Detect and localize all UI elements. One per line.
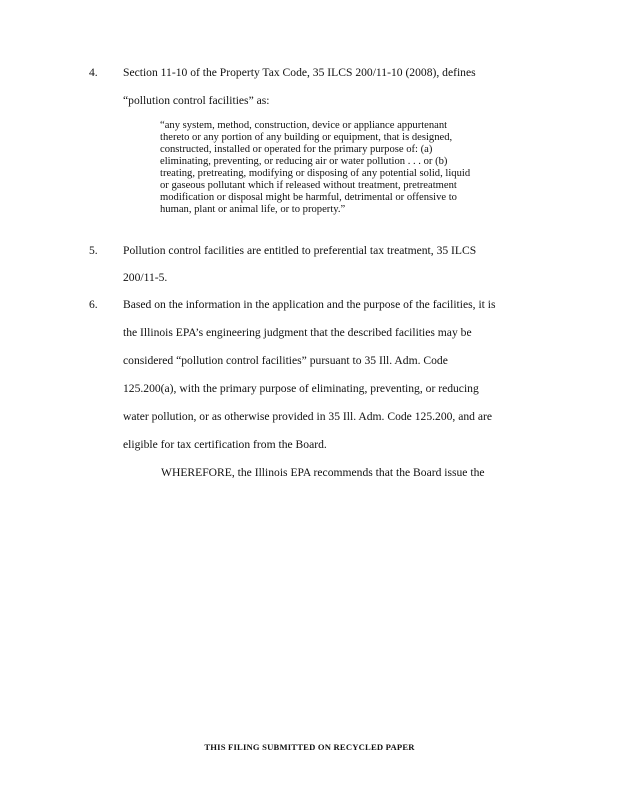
paragraph-6-line-5: water pollution, or as otherwise provided in 35 Ill. Adm. Code 125.200, and are bbox=[123, 410, 492, 423]
paragraph-6-line-3: considered “pollution control facilities” pursuant to 35 Ill. Adm. Code bbox=[123, 354, 448, 367]
quote-line-1: “any system, method, construction, device or appliance appurtenant bbox=[160, 120, 448, 131]
wherefore-clause: WHEREFORE, the Illinois EPA recommends that the Board issue the bbox=[161, 466, 485, 479]
paragraph-6-line-2: the Illinois EPA’s engineering judgment that the described facilities may be bbox=[123, 326, 472, 339]
quote-line-4: eliminating, preventing, or reducing air or water pollution . . . or (b) bbox=[160, 156, 448, 167]
paragraph-5-line-1: Pollution control facilities are entitled to preferential tax treatment, 35 ILCS bbox=[123, 244, 477, 257]
paragraph-6-number: 6. bbox=[89, 298, 98, 311]
paragraph-6-line-4: 125.200(a), with the primary purpose of eliminating, preventing, or reducing bbox=[123, 382, 479, 395]
quote-line-6: or gaseous pollutant which if released without treatment, pretreatment bbox=[160, 180, 457, 191]
quote-line-8: human, plant or animal life, or to property.” bbox=[160, 204, 346, 215]
paragraph-6-line-6: eligible for tax certification from the Board. bbox=[123, 438, 327, 451]
quote-line-3: constructed, installed or operated for the primary purpose of: (a) bbox=[160, 144, 433, 155]
page-footer: THIS FILING SUBMITTED ON RECYCLED PAPER bbox=[204, 742, 415, 752]
paragraph-5-number: 5. bbox=[89, 244, 98, 257]
paragraph-4-number: 4. bbox=[89, 66, 98, 79]
paragraph-5-line-2: 200/11-5. bbox=[123, 271, 168, 284]
paragraph-4-line-1: Section 11-10 of the Property Tax Code, 35 ILCS 200/11-10 (2008), defines bbox=[123, 66, 476, 79]
paragraph-4-line-2: “pollution control facilities” as: bbox=[123, 94, 270, 107]
quote-line-2: thereto or any portion of any building or equipment, that is designed, bbox=[160, 132, 453, 143]
quote-line-7: modification or disposal might be harmful, detrimental or offensive to bbox=[160, 192, 457, 203]
quote-line-5: treating, pretreating, modifying or disposing of any potential solid, liquid bbox=[160, 168, 471, 179]
paragraph-6-line-1: Based on the information in the application and the purpose of the facilities, it is bbox=[123, 298, 496, 311]
